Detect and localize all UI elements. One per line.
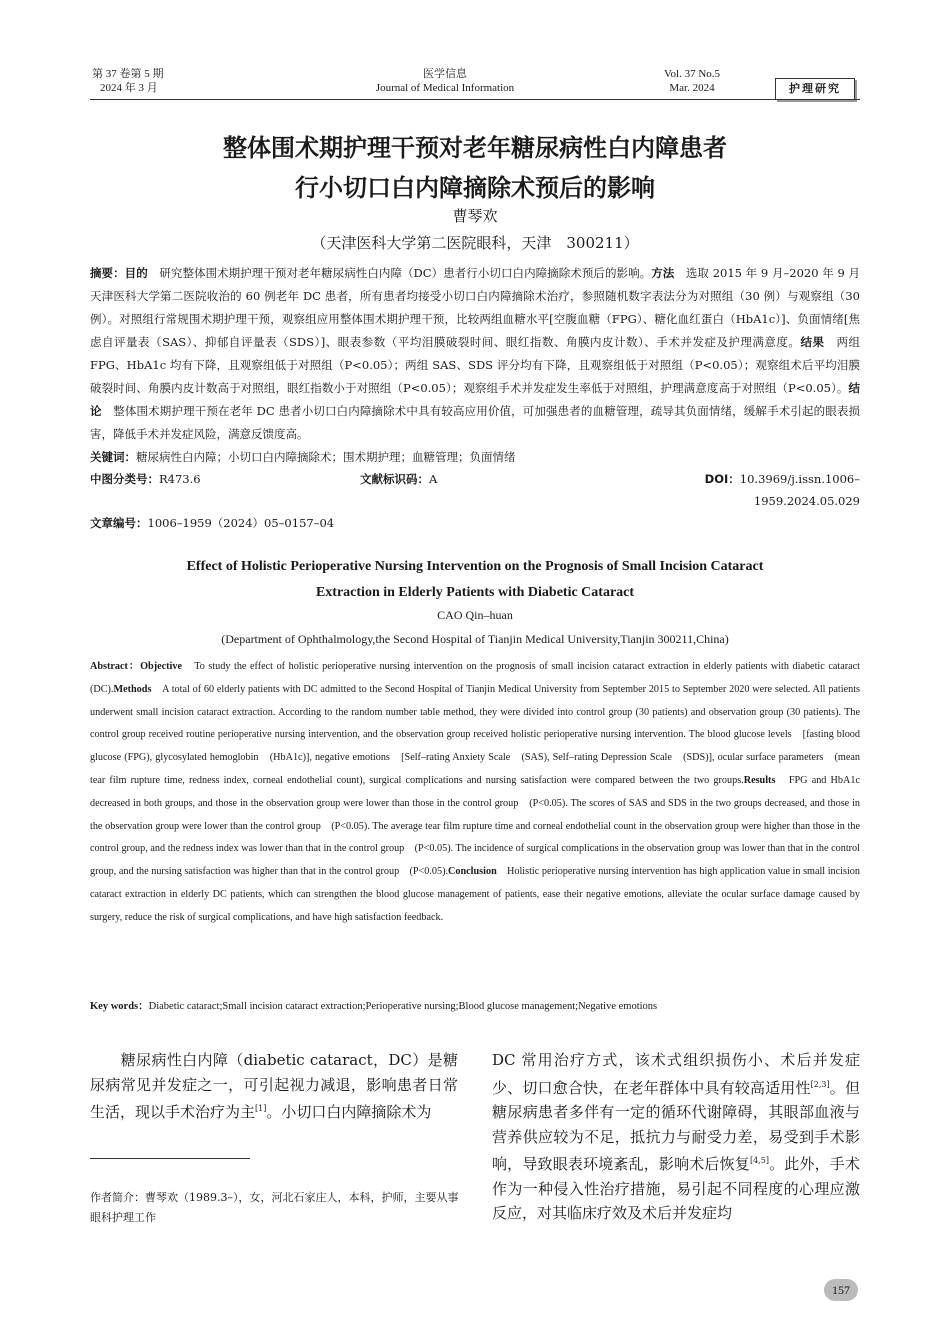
section-badge: 护理研究 (775, 78, 855, 100)
abstract-label: 摘要： (90, 266, 125, 280)
body-paragraph-2a: DC 常用治疗方式，该术式组织损伤小、术后并发症少、切口愈合快，在老年群体中具有较高适用性 (492, 1051, 860, 1097)
results-label: 结果 (800, 335, 825, 349)
title-line-2: 行小切口白内障摘除术预后的影响 (295, 174, 655, 202)
conclusion-en-label: Conclusion (448, 866, 497, 878)
methods-label: 方法 (651, 266, 675, 280)
keywords-cn (90, 446, 860, 468)
methods-en-text: A total of 60 elderly patients with DC admitted to the Second Hospital of Tianjin Medical University from September 2015 to September 2020 were selected. All patients underwent small incision cataract extraction. According to the random number table method, they were divided into control group (30 patients) and observation group (30 patients). The control group received routine perioperative nursing intervention, and the observation group received holistic perioperative nursing intervention. The blood glucose levels [fasting blood glucose (FPG), glycosylated hemoglobin (HbA1c)], negative emotions [Self–rating Anxiety Scale (SAS), Self–rating Depression Scale (SDS)], ocular surface parameters (mean tear film rupture time, redness index, corneal endothelial count), surgical complications and nursing satisfaction were compared between the two groups. (90, 683, 860, 786)
page-number: 157 (824, 1279, 858, 1301)
title-en-line-1: Effect of Holistic Perioperative Nursing Intervention on the Prognosis of Small Incision Cataract (186, 559, 764, 574)
conclusion-label: 结论 (90, 381, 860, 418)
article-number-label: 文章编号： (90, 516, 148, 530)
results-en-text: FPG and HbA1c decreased in both groups, and those in the observation group were lower than those in the control group (P<0.05). The scores of SAS and SDS in the two groups decreased, and those in the observation group were lower than the control group (P<0.05). The average tear film rupture time and corneal endothelial count in the observation group were higher than those in the control group, and the redness index was lower than that in the control group (P<0.05). The incidence of surgical complications in the observation group was lower than that in the control group, and the nursing satisfaction was higher than that in the control group (P<0.05). (90, 774, 860, 878)
doc-code-value: A (429, 472, 438, 486)
keywords-label: 关键词： (90, 450, 136, 464)
body-column-right (492, 1048, 860, 1226)
author-footnote: 作者简介：曹琴欢（1989.3–），女，河北石家庄人，本科，护师，主要从事眼科护理工作 (90, 1191, 459, 1224)
body-column-left (90, 1048, 458, 1125)
objective-en-label: Objective (140, 661, 182, 672)
citation-ref: [1] (255, 1104, 267, 1113)
affiliation-en: (Department of Ophthalmology,the Second Hospital of Tianjin Medical University,Tianjin 300211,China) (221, 632, 729, 646)
title-line-1: 整体围术期护理干预对老年糖尿病性白内障患者 (223, 134, 727, 162)
objective-text: 研究整体围术期护理干预对老年糖尿病性白内障（DC）患者行小切口白内障摘除术预后的影响。 (147, 266, 652, 280)
results-en-label: Results (743, 774, 776, 786)
conclusion-text: 整体围术期护理干预在老年 DC 患者小切口白内障摘除术中具有较高应用价值，可加强患者的血糖管理，疏导其负面情绪，缓解手术引起的眼表损害，降低手术并发症风险，满意反馈度高。 (90, 404, 861, 441)
footnote-rule (90, 1158, 250, 1159)
methods-text: 选取 2015 年 9 月–2020 年 9 月天津医科大学第二医院收治的 60 例老年 DC 患者，所有患者均接受小切口白内障摘除术治疗，参照随机数字表法分为对照组（30 例）与观察组（30 例）。对照组行常规围术期护理干预，观察组应用整体围术期护理干预，比较两组血糖水平[空腹血糖（FPG）、糖化血红蛋白（HbA1c）]、负面情绪[焦虑自评量表（SAS）、抑郁自评量表（SDS）]、眼表参数（平均泪膜破裂时间、眼红指数、角膜内皮计数）、手术并发症及护理满意度。 (90, 266, 861, 349)
classification-value: R473.6 (159, 472, 201, 486)
methods-en-label: Methods (113, 683, 152, 695)
objective-label: 目的 (124, 266, 148, 280)
doc-code (360, 468, 605, 512)
header-volume-cn (92, 67, 164, 95)
results-text: 两组 FPG、HbA1c 均有下降，且观察组低于对照组（P<0.05）；两组 SAS、SDS 评分均有下降，且观察组低于对照组（P<0.05）；观察组术后平均泪膜破裂时间、角膜内皮计数高于对照组，眼红指数小于对照组（P<0.05）；观察组手术并发症发生率低于对照组，护理满意度高于对照组（P<0.05）。 (90, 335, 861, 395)
body-paragraph-1-end: 。小切口白内障摘除术为 (266, 1103, 432, 1121)
article-number (90, 512, 860, 534)
doi (605, 468, 860, 512)
objective-en-text: To study the effect of holistic perioperative nursing intervention on the prognosis of small incision cataract extraction in elderly patients with diabetic cataract (DC). (90, 661, 871, 695)
author-cn: 曹琴欢 (452, 207, 498, 225)
abstract-en-label: Abstract： (90, 661, 141, 672)
volume-en-text: Vol. 37 No.5 (663, 68, 721, 80)
affiliation-cn: （天津医科大学第二医院眼科，天津 300211） (311, 234, 639, 252)
keywords-en-text: Diabetic cataract;Small incision cataract extraction;Perioperative nursing;Blood glucose management;Negative emotions (148, 1001, 658, 1012)
doi-label: DOI： (704, 472, 740, 486)
keywords-text: 糖尿病性白内障；小切口白内障摘除术；围术期护理；血糖管理；负面情绪 (136, 450, 516, 464)
date-en-text: Mar. 2024 (669, 82, 715, 94)
article-title-cn (90, 128, 860, 208)
classification (90, 468, 360, 512)
citation-ref: [2,3] (810, 1079, 830, 1089)
doi-value: 10.3969/j.issn.1006–1959.2024.05.029 (739, 472, 860, 508)
header-date-text: 2024 年 3 月 (100, 82, 158, 94)
article-title-en (90, 554, 860, 606)
classification-row (90, 468, 860, 512)
header-volume-text: 第 37 卷第 5 期 (92, 68, 164, 80)
citation-ref: [4,5] (749, 1156, 769, 1165)
title-en-line-2: Extraction in Elderly Patients with Diabetic Cataract (315, 585, 635, 600)
header-rule (90, 99, 860, 100)
header-volume-en (640, 67, 744, 95)
keywords-en-label: Key words： (90, 1001, 149, 1012)
journal-name-en: Journal of Medical Information (375, 82, 515, 94)
author-en: CAO Qin–huan (437, 608, 513, 622)
abstract-en (90, 656, 871, 930)
keywords-en (90, 998, 860, 1013)
header-journal (330, 67, 560, 95)
article-number-value: 1006–1959（2024）05–0157–04 (147, 516, 335, 530)
body-paragraph-1: 糖尿病性白内障（diabetic cataract，DC）是糖尿病常见并发症之一，可引起视力减退，影响患者日常生活，现以手术治疗为主 (90, 1051, 458, 1121)
classification-label: 中图分类号： (90, 472, 159, 486)
conclusion-en-text: Holistic perioperative nursing intervention has high application value in small incision cataract extraction in elderly DC patients, which can strengthen the blood glucose management of patients, ease their negative emotions, alleviate the ocular surface damage caused by surgery, reduce the risk of surgical complications, and have high satisfaction feedback. (90, 866, 860, 923)
doc-code-label: 文献标识码： (360, 472, 429, 486)
journal-name-cn: 医学信息 (423, 68, 467, 80)
body-paragraph-2b: 。但糖尿病患者多伴有一定的循环代谢障碍，其眼部血液与营养供应较为不足，抵抗力与耐受力差，易受到手术影响，导致眼表环境紊乱，影响术后恢复 (492, 1078, 860, 1173)
body-paragraph-2c: 。此外，手术作为一种侵入性治疗措施，易引起不同程度的心理应激反应，对其临床疗效及术后并发症均 (492, 1155, 860, 1222)
abstract-cn (90, 262, 860, 534)
